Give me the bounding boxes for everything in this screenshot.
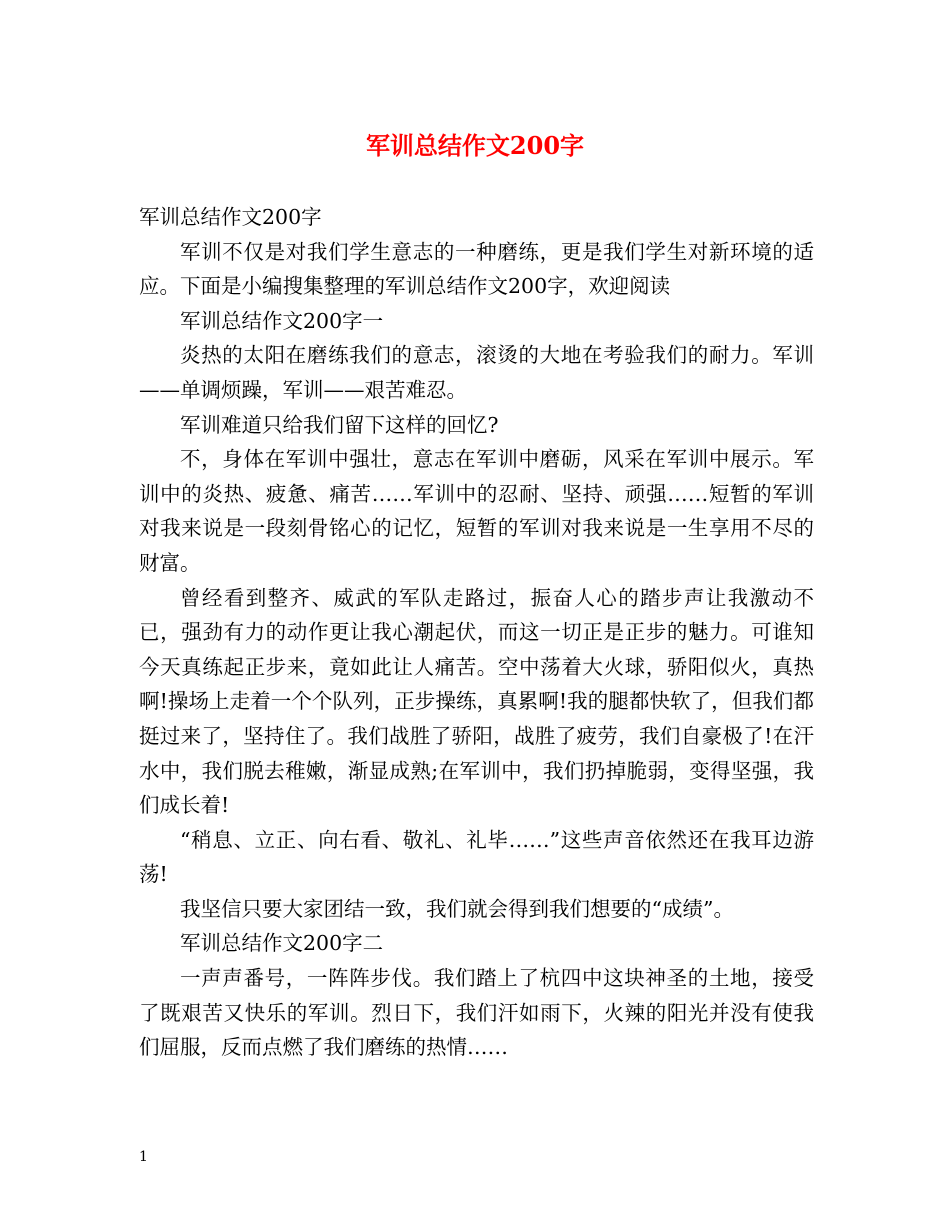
paragraph: 军训总结作文200字 [139, 205, 322, 229]
paragraph: 一声声番号，一阵阵步伐。我们踏上了杭四中这块神圣的土地，接受了既艰苦又快乐的军训。烈日下，我们汗如雨下，火辣的阳光并没有使我们屈服，反而点燃了我们磨练的热情…… [139, 966, 814, 1060]
paragraph: “稍息、立正、向右看、敬礼、礼毕……”这些声音依然还在我耳边游荡! [139, 827, 814, 887]
paragraph: 军训总结作文200字一 [180, 308, 384, 333]
paragraph: 军训总结作文200字二 [180, 931, 384, 956]
paragraph: 军训不仅是对我们学生意志的一种磨练，更是我们学生对新环境的适应。下面是小编搜集整理的军训总结作文200字，欢迎阅读 [139, 239, 814, 299]
paragraph: 我坚信只要大家团结一致，我们就会得到我们想要的“成绩”。 [180, 896, 734, 921]
paragraph: 军训难道只给我们留下这样的回忆? [180, 412, 499, 437]
document-body [139, 200, 814, 1065]
page-number: 1 [139, 1149, 148, 1165]
paragraph: 曾经看到整齐、威武的军队走路过，振奋人心的踏步声让我激动不已，强劲有力的动作更让我心潮起伏，而这一切正是正步的魅力。可谁知今天真练起正步来，竟如此让人痛苦。空中荡着大火球，骄阳似火，真热啊!操场上走着一个个队列，正步操练，真累啊!我的腿都快软了，但我们都挺过来了，坚持住了。我们战胜了骄阳，战胜了疲劳，我们自豪极了!在汗水中，我们脱去稚嫩，渐显成熟;在军训中，我们扔掉脆弱，变得坚强，我们成长着! [139, 585, 814, 818]
document-title: 军训总结作文200字 [365, 131, 585, 160]
paragraph: 炎热的太阳在磨练我们的意志，滚烫的大地在考验我们的耐力。军训——单调烦躁，军训——艰苦难忍。 [139, 343, 814, 402]
paragraph: 不，身体在军训中强壮，意志在军训中磨砺，风采在军训中展示。军训中的炎热、疲惫、痛苦……军训中的忍耐、坚持、顽强……短暂的军训对我来说是一段刻骨铭心的记忆，短暂的军训对我来说是一生享用不尽的财富。 [139, 447, 814, 575]
